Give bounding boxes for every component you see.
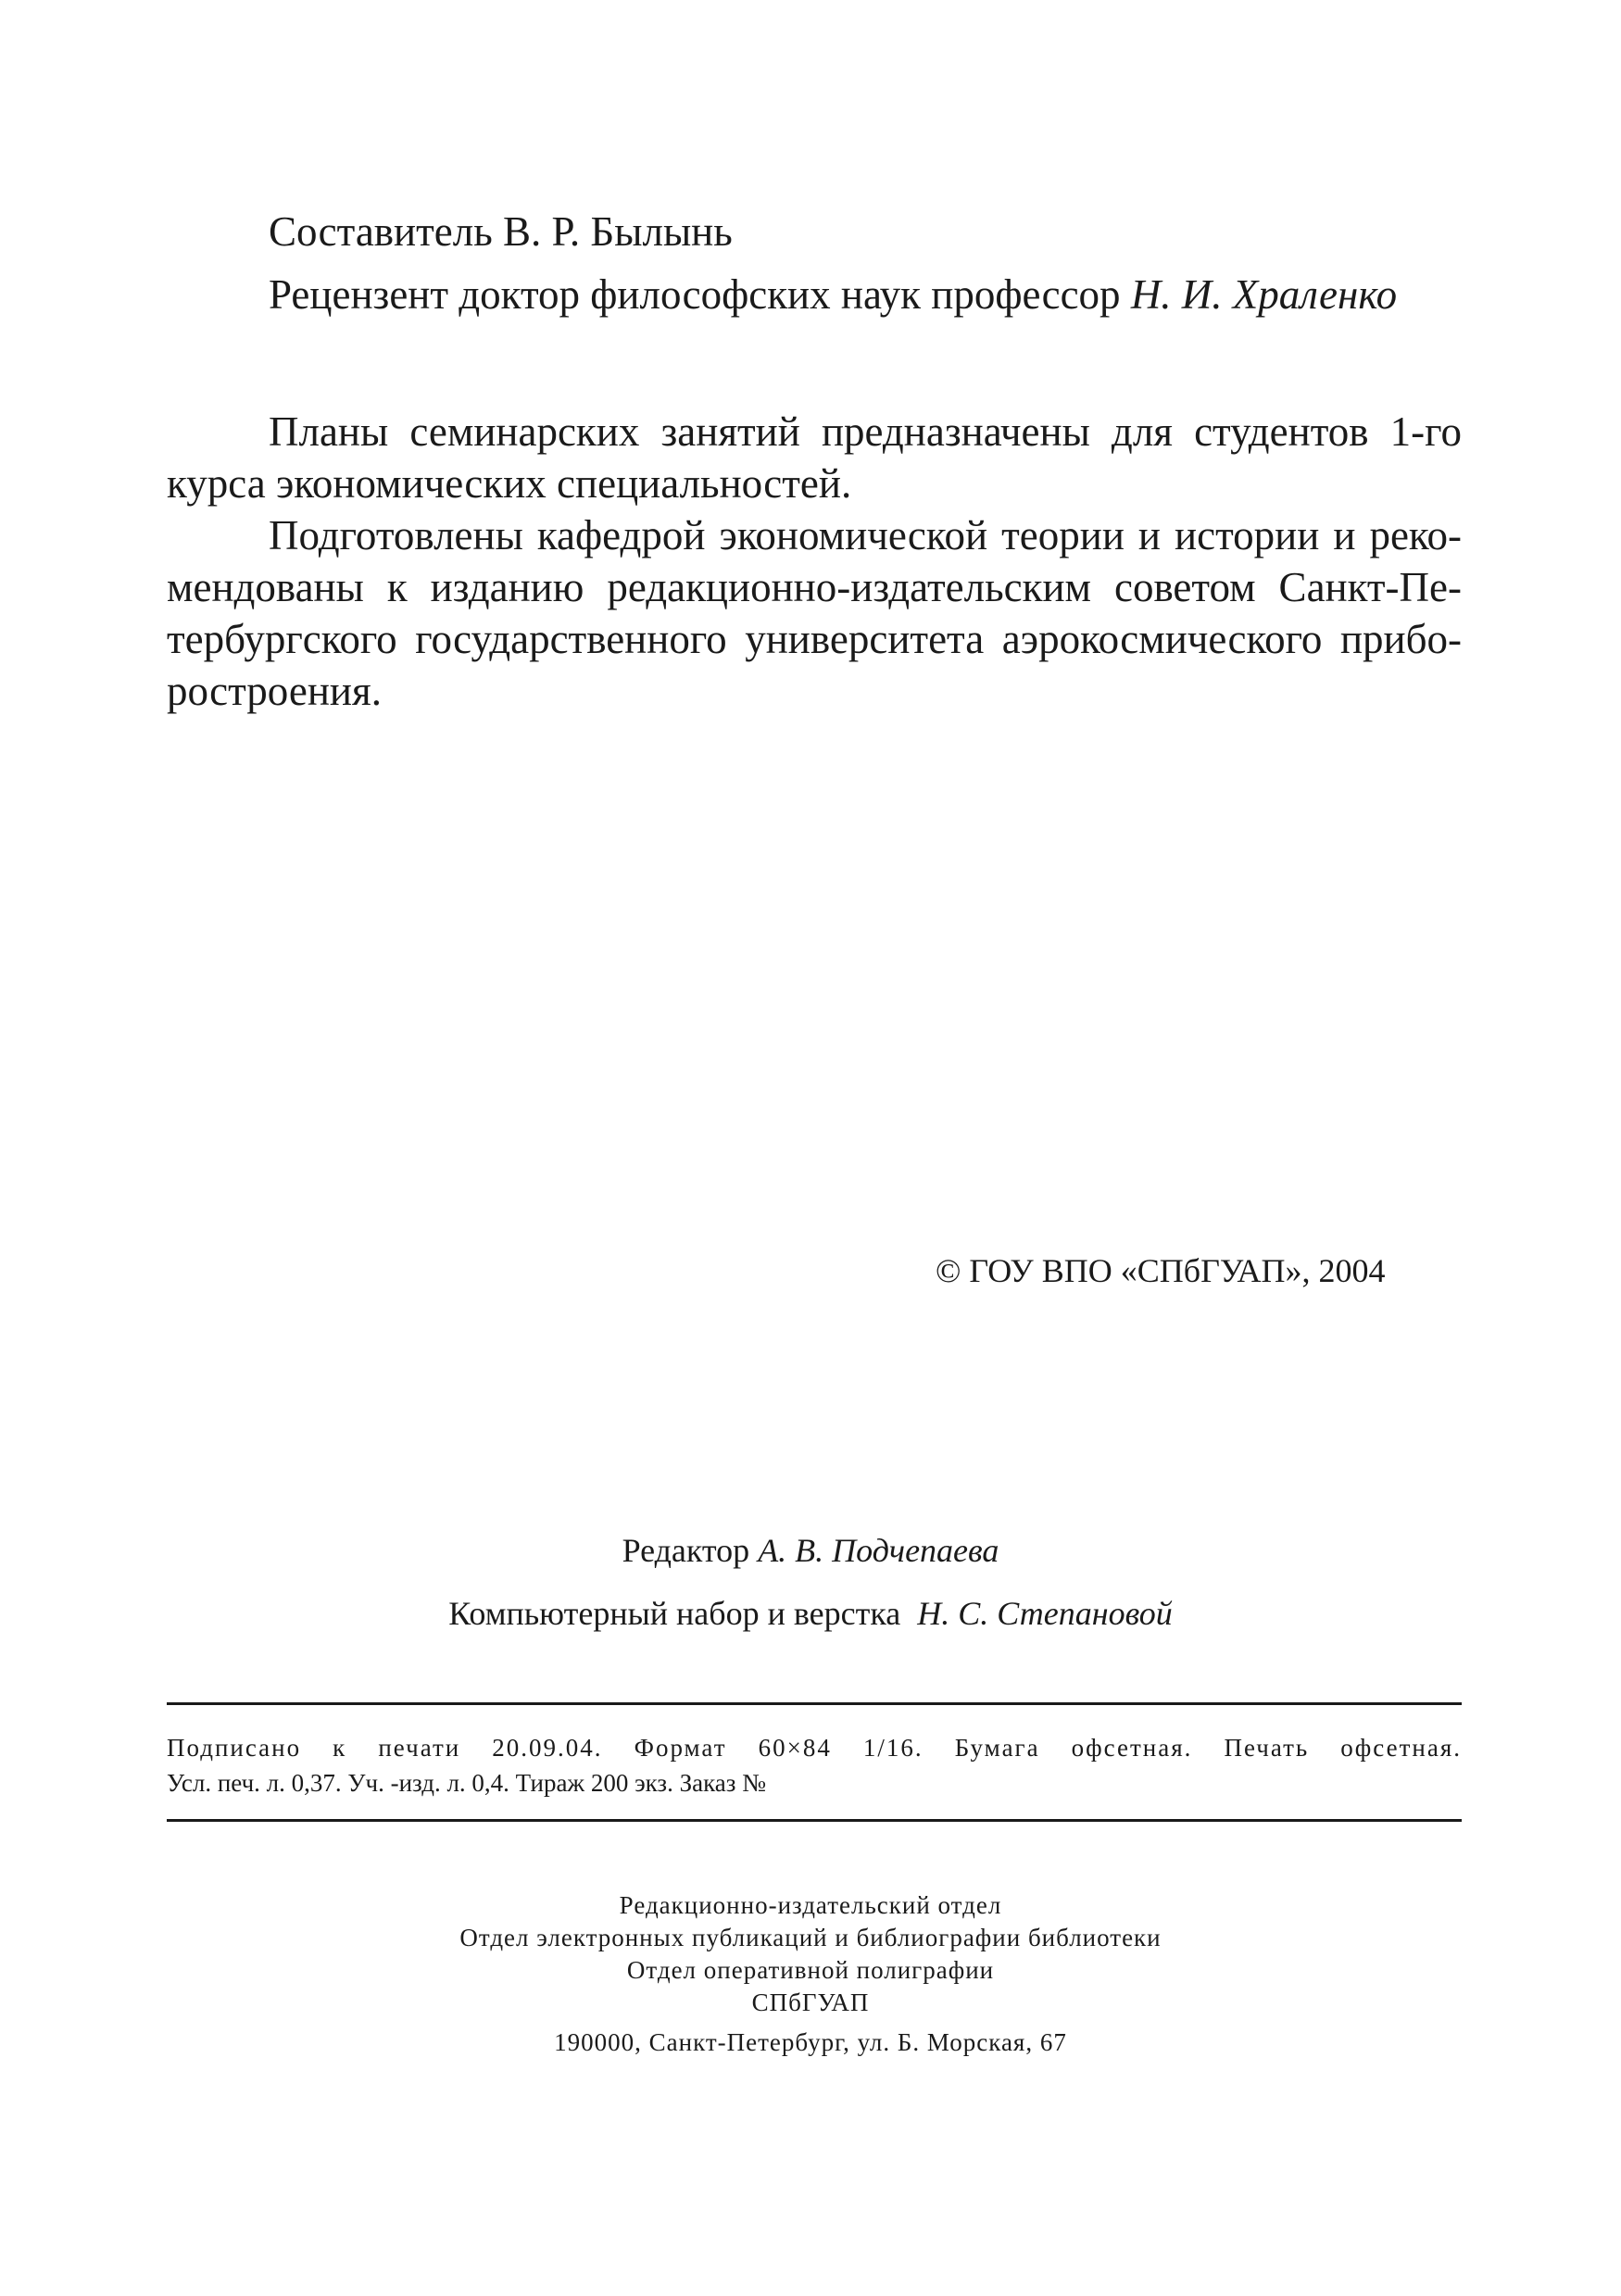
publisher-dept-printing: Отдел оперативной полиграфии bbox=[626, 1956, 995, 1984]
paragraph-line: Подготовлены кафедрой экономической теории и истории и реко- bbox=[269, 512, 1462, 558]
paragraph-line: ростроения. bbox=[167, 668, 382, 714]
paragraph-line: курса экономических специальностей. bbox=[167, 460, 852, 507]
reviewer-prefix: Рецензент доктор философских наук профессор bbox=[269, 271, 1131, 318]
publisher-dept-editorial: Редакционно-издательский отдел bbox=[619, 1891, 1002, 1919]
annotation-paragraph-1 bbox=[167, 406, 1462, 509]
publisher-dept-electronic: Отдел электронных публикаций и библиографии библиотеки bbox=[459, 1924, 1162, 1951]
imprint-divider-top bbox=[167, 1702, 1462, 1705]
copyright-notice: © ГОУ ВПО «СПбГУАП», 2004 bbox=[936, 1252, 1386, 1289]
reviewer-name: Н. И. Храленко bbox=[1130, 271, 1398, 318]
publisher-address: 190000, Санкт-Петербург, ул. Б. Морская, 67 bbox=[554, 2028, 1067, 2056]
imprint-divider-bottom bbox=[167, 1819, 1462, 1822]
editor-name: А. В. Подчепаева bbox=[758, 1532, 999, 1569]
editor-credit bbox=[0, 1530, 1621, 1571]
typesetting-name: Н. С. Степановой bbox=[917, 1595, 1173, 1632]
editor-prefix: Редактор bbox=[622, 1532, 759, 1569]
typesetting-prefix: Компьютерный набор и верстка bbox=[448, 1595, 918, 1632]
imprint-print-details: Подписано к печати 20.09.04. Формат 60×84 1/16. Бумага офсетная. Печать офсетная. bbox=[167, 1734, 1462, 1762]
imprint-volume-details: Усл. печ. л. 0,37. Уч. -изд. л. 0,4. Тираж 200 экз. Заказ № bbox=[167, 1769, 766, 1797]
publisher-name: СПбГУАП bbox=[751, 1989, 870, 2016]
typesetting-credit bbox=[0, 1593, 1621, 1634]
paragraph-line: тербургского государственного университета аэрокосмического прибо- bbox=[167, 616, 1462, 662]
annotation-paragraph-2 bbox=[167, 509, 1462, 717]
paragraph-line: мендованы к изданию редакционно-издательским советом Санкт-Пе- bbox=[167, 564, 1462, 610]
compiler-credit: Составитель В. Р. Былынь bbox=[269, 208, 733, 255]
reviewer-credit bbox=[269, 269, 1397, 320]
paragraph-line: Планы семинарских занятий предназначены для студентов 1-го bbox=[269, 408, 1462, 455]
